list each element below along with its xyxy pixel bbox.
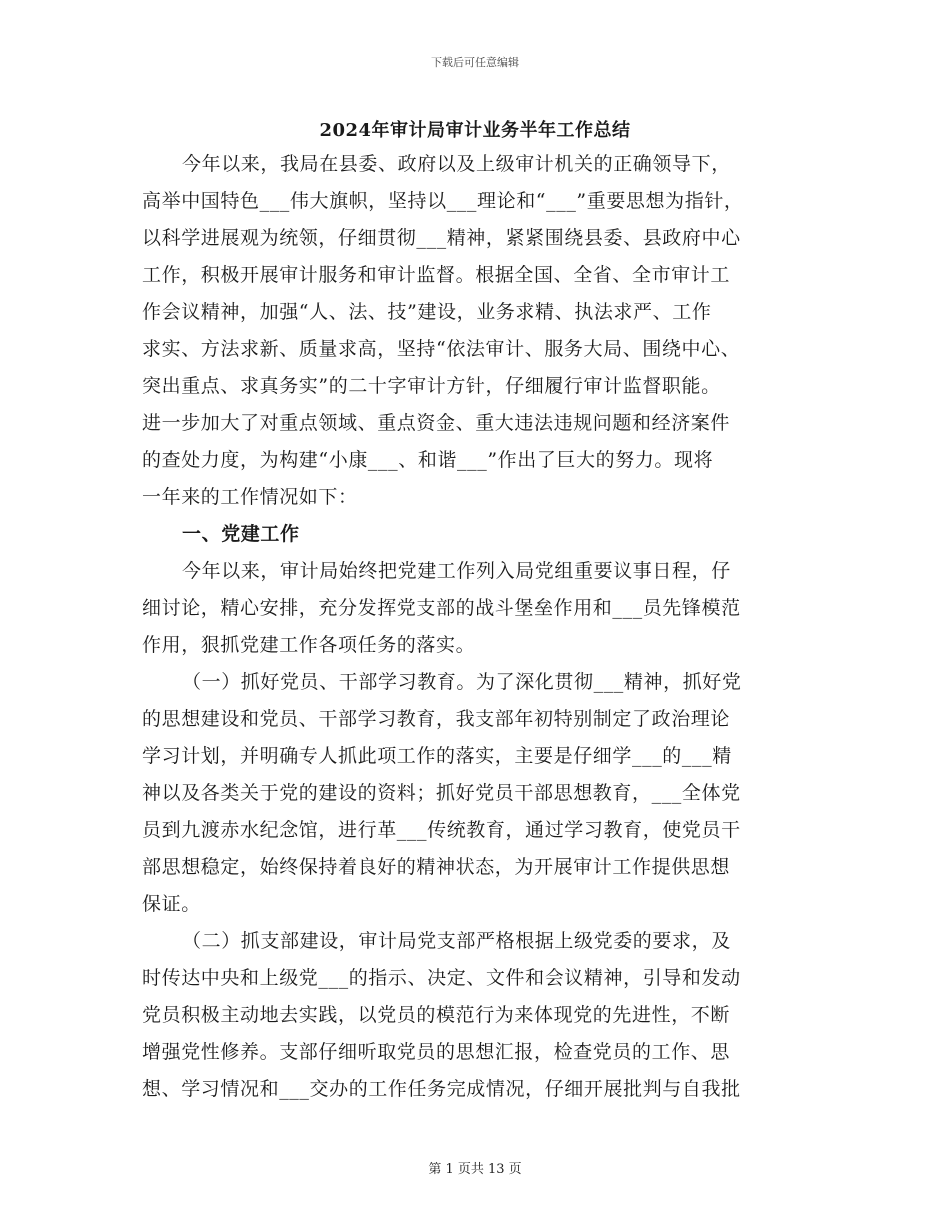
paragraph-line: （一）抓好党员、干部学习教育。为了深化贯彻___精神，抓好党 — [182, 671, 742, 693]
paragraph-line: 今年以来，审计局始终把党建工作列入局党组重要议事日程，仔 — [182, 560, 731, 582]
paragraph-line: 员到九渡赤水纪念馆，进行革___传统教育，通过学习教育，使党员干 — [142, 819, 741, 841]
paragraph-line: 高举中国特色___伟大旗帜，坚持以___理论和“___”重要思想为指针， — [142, 190, 744, 212]
paragraph-line: 一年来的工作情况如下： — [142, 486, 358, 508]
paragraph-line: 部思想稳定，始终保持着良好的精神状态，为开展审计工作提供思想 — [142, 856, 731, 878]
section-heading: 一、党建工作 — [182, 523, 300, 545]
paragraph-line: 进一步加大了对重点领域、重点资金、重大违法违规问题和经济案件 — [142, 412, 731, 434]
paragraph-line: 作会议精神，加强“人、法、技”建设，业务求精、执法求严、工作 — [142, 301, 712, 323]
page-header-note: 下载后可任意编辑 — [431, 56, 519, 69]
paragraph-line: 党员积极主动地去实践，以党员的模范行为来体现党的先进性，不断 — [142, 1004, 731, 1026]
paragraph-line: 工作，积极开展审计服务和审计监督。根据全国、全省、全市审计工 — [142, 264, 731, 286]
paragraph-line: 时传达中央和上级党___的指示、决定、文件和会议精神，引导和发动 — [142, 967, 741, 989]
document-title: 2024年审计局审计业务半年工作总结 — [319, 120, 631, 141]
paragraph-line: 神以及各类关于党的建设的资料；抓好党员干部思想教育，___全体党 — [142, 782, 741, 804]
page-number-footer: 第 1 页共 13 页 — [428, 1162, 522, 1177]
paragraph-line: （二）抓支部建设，审计局党支部严格根据上级党委的要求，及 — [182, 930, 731, 952]
paragraph-line: 求实、方法求新、质量求高，坚持“依法审计、服务大局、围绕中心、 — [142, 338, 741, 360]
paragraph-line: 增强党性修养。支部仔细听取党员的思想汇报，检查党员的工作、思 — [142, 1041, 731, 1063]
paragraph-line: 保证。 — [142, 893, 201, 915]
paragraph-line: 想、学习情况和___交办的工作任务完成情况，仔细开展批判与自我批 — [142, 1078, 741, 1100]
paragraph-line: 突出重点、求真务实”的二十字审计方针，仔细履行审计监督职能。 — [142, 375, 721, 397]
paragraph-line: 作用，狠抓党建工作各项任务的落实。 — [142, 634, 476, 656]
paragraph-line: 今年以来，我局在县委、政府以及上级审计机关的正确领导下， — [182, 153, 731, 175]
paragraph-line: 学习计划，并明确专人抓此项工作的落实，主要是仔细学___的___精 — [142, 745, 732, 767]
paragraph-line: 的思想建设和党员、干部学习教育，我支部年初特别制定了政治理论 — [142, 708, 731, 730]
paragraph-line: 以科学进展观为统领，仔细贯彻___精神，紧紧围绕县委、县政府中心 — [142, 227, 741, 249]
paragraph-line: 细讨论，精心安排，充分发挥党支部的战斗堡垒作用和___员先锋模范 — [142, 597, 741, 619]
paragraph-line: 的查处力度，为构建“小康___、和谐___”作出了巨大的努力。现将 — [142, 449, 714, 471]
